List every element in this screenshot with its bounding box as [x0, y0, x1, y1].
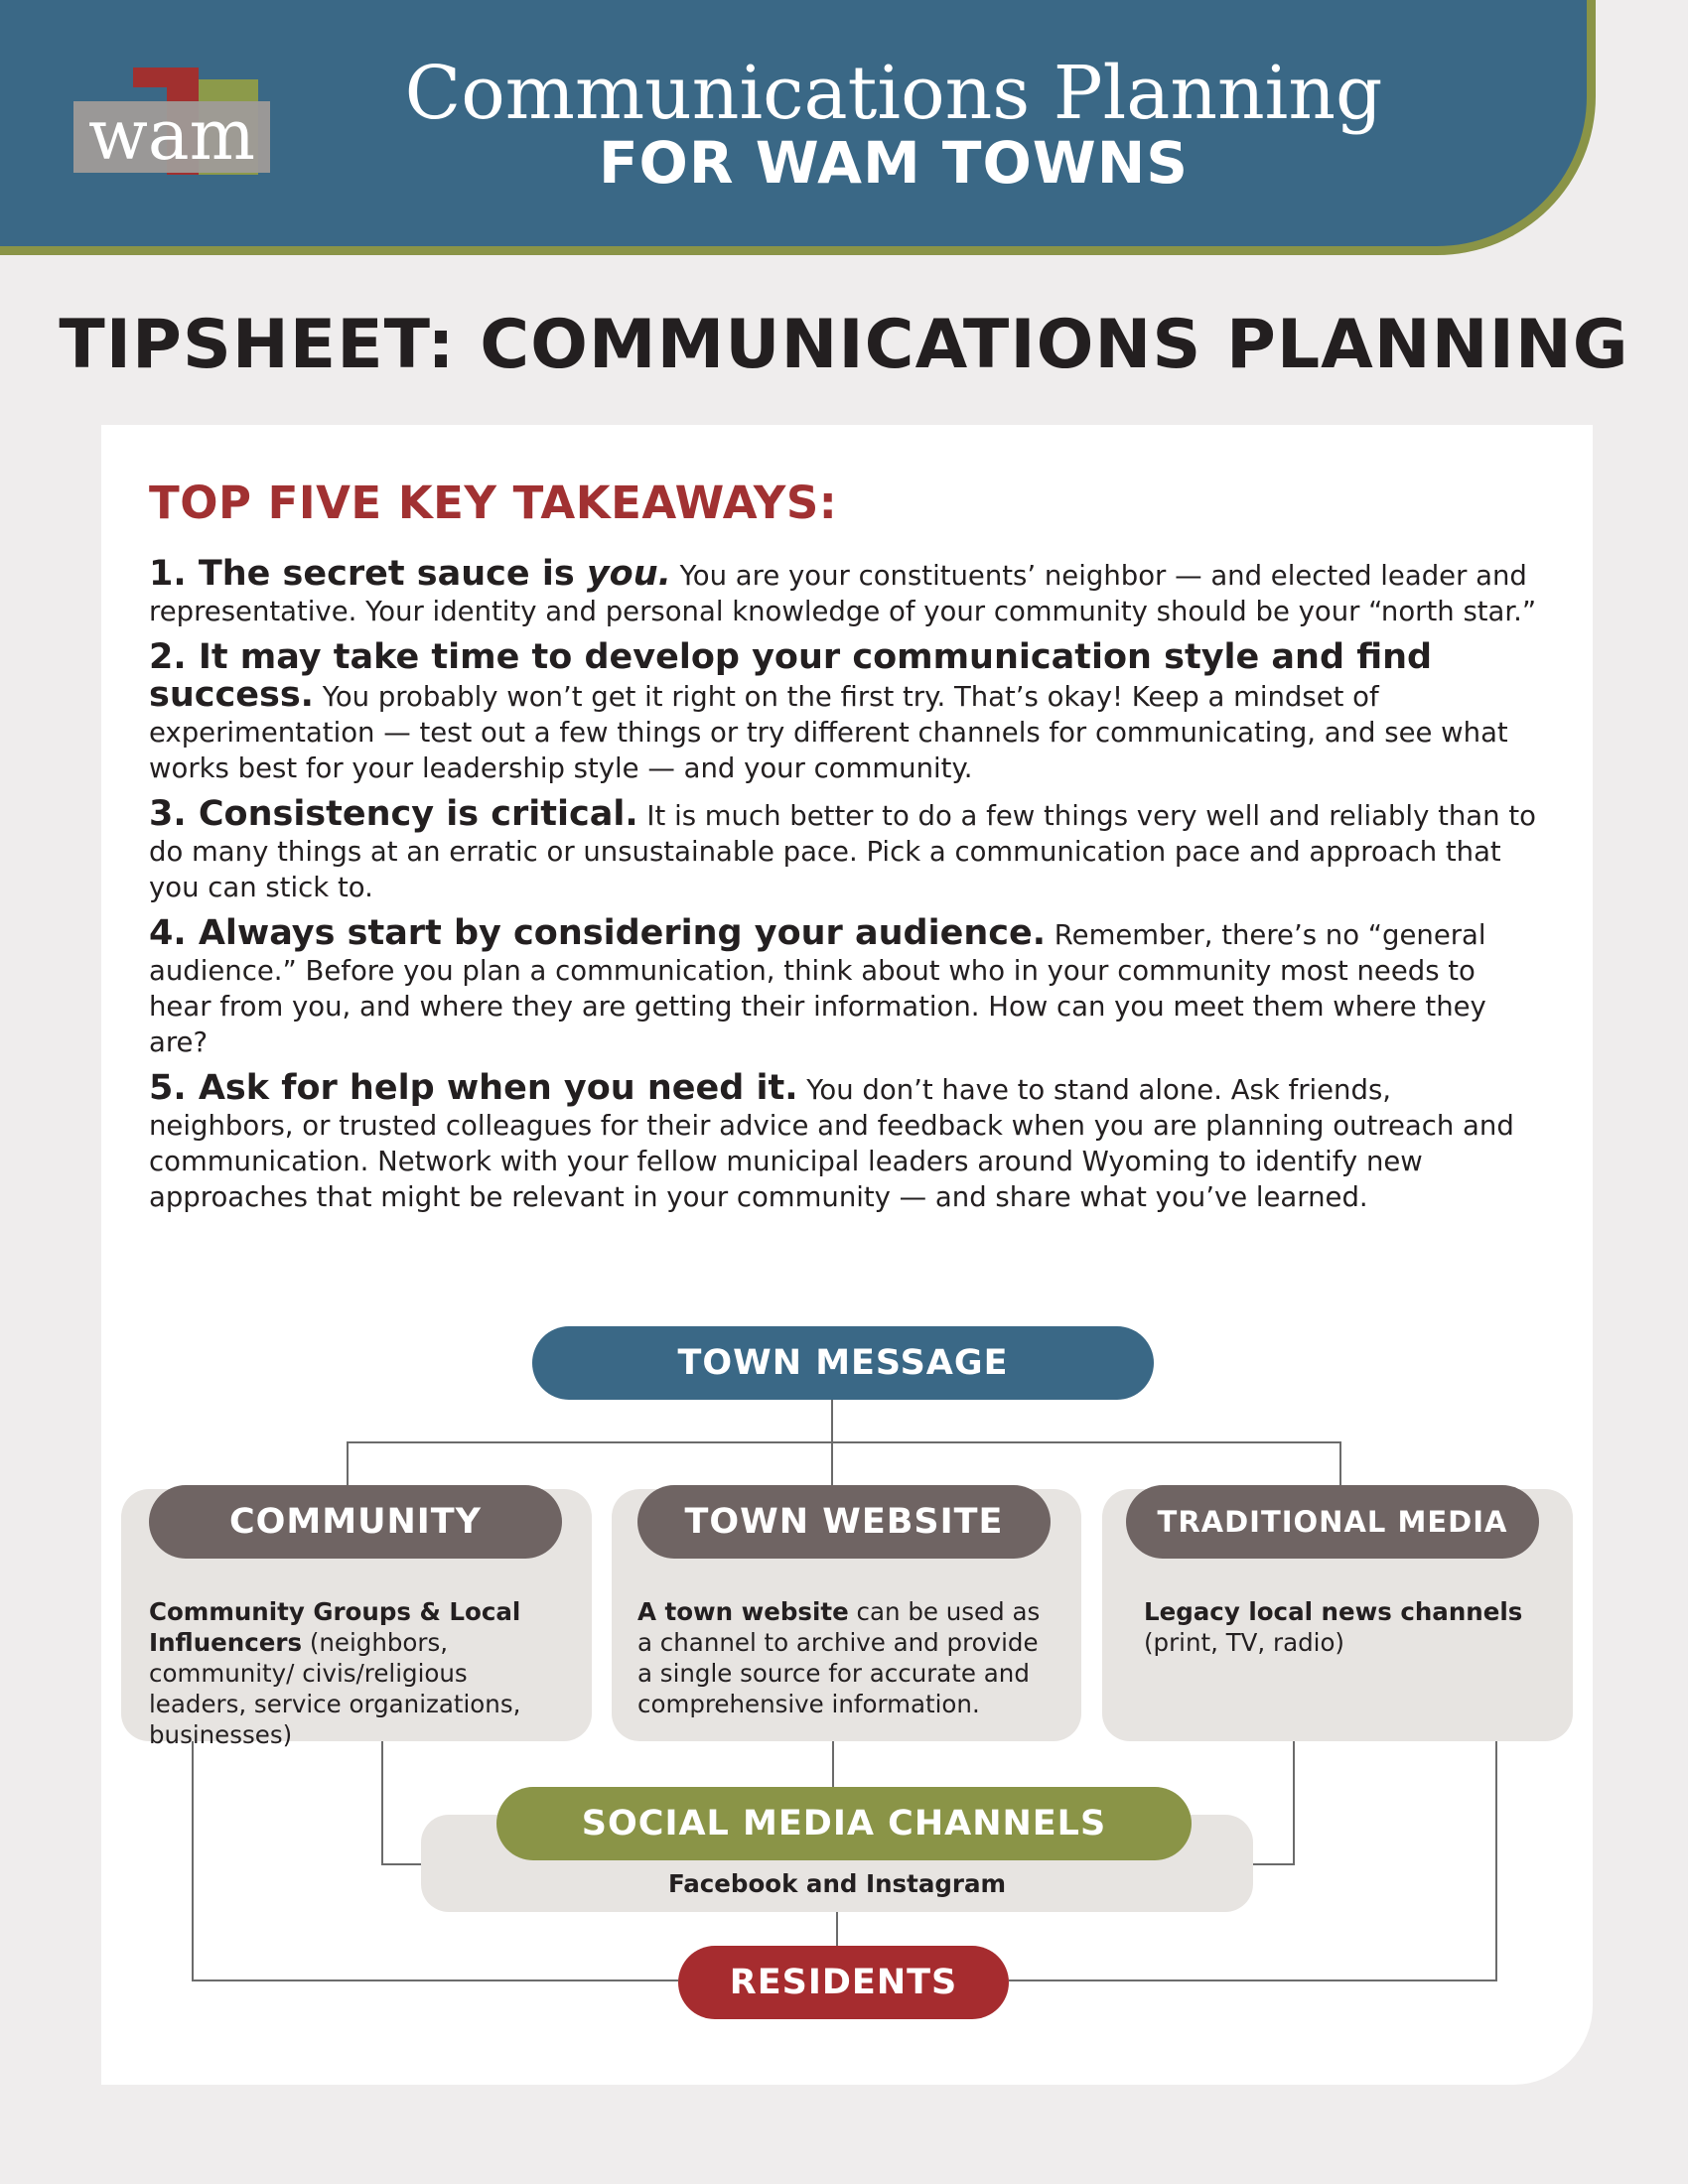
connector-line — [381, 1863, 421, 1865]
traditional-media-pill: TRADITIONAL MEDIA — [1126, 1485, 1539, 1559]
connector-line — [381, 1737, 383, 1864]
connector-line — [192, 1737, 194, 1981]
connector-line — [1495, 1737, 1497, 1981]
connector-line — [836, 1912, 838, 1946]
banner-title: Communications Planning — [404, 51, 1383, 136]
town-website-pill: TOWN WEBSITE — [637, 1485, 1051, 1559]
connector-line — [192, 1979, 678, 1981]
community-description: Community Groups & Local Influencers (neighbors, community/ civis/religious leaders, service organizations, businesses) — [149, 1597, 521, 1749]
takeaway-3: 3. Consistency is critical. It is much better to do a few things very well and reliably than to do many things at an erratic or unsustainable pace. Pick a communication pace and approach that you can stick to. — [149, 794, 1536, 903]
takeaway-1: 1. The secret sauce is you. You are your constituents’ neighbor — and elected leader and representative. Your identity and personal knowledge of your community should be your “north star.” — [149, 554, 1537, 627]
social-media-platforms: Facebook and Instagram — [667, 1869, 1007, 1898]
logo-text: wam — [87, 94, 256, 176]
takeaways-heading: TOP FIVE KEY TAKEAWAYS: — [149, 477, 838, 529]
town-message-pill: TOWN MESSAGE — [532, 1326, 1154, 1400]
connector-line — [347, 1441, 349, 1491]
takeaway-2: 2. It may take time to develop your communication style and find success. You probably won’t get it right on the first try. That’s okay! Keep a mindset of experimentation — test out a few things or try different channels for communicating, and see what works best for your leadership style — and your community. — [149, 637, 1508, 784]
takeaway-5: 5. Ask for help when you need it. You don’t have to stand alone. Ask friends, neighbors, or trusted colleagues for their advice and feedback when you are planning outreach and communication. Network with your fellow municipal leaders around Wyoming to identify new approaches that might be relevant in your community — and share what you’ve learned. — [149, 1068, 1514, 1213]
community-pill: COMMUNITY — [149, 1485, 562, 1559]
takeaways-list — [149, 556, 1539, 1225]
connector-line — [831, 1400, 833, 1495]
town-website-description: A town website can be used as a channel to archive and provide a single source for accurate and comprehensive information. — [637, 1597, 1041, 1718]
connector-line — [1293, 1737, 1295, 1864]
connector-line — [347, 1441, 1340, 1443]
social-media-pill: SOCIAL MEDIA CHANNELS — [496, 1787, 1192, 1860]
wam-logo — [73, 44, 272, 193]
page-title: TIPSHEET: COMMUNICATIONS PLANNING — [59, 306, 1629, 384]
takeaway-4: 4. Always start by considering your audience. Remember, there’s no “general audience.” Before you plan a communication, think about who in your community most needs to hear from you, and where they are getting their information. How can you meet them where they are? — [149, 913, 1486, 1058]
connector-line — [1009, 1979, 1497, 1981]
residents-pill: RESIDENTS — [678, 1946, 1009, 2019]
communication-flow-diagram — [0, 1291, 1688, 2085]
connector-line — [832, 1737, 834, 1787]
banner-subtitle: FOR WAM TOWNS — [598, 129, 1190, 197]
connector-line — [1253, 1863, 1295, 1865]
connector-line — [1339, 1441, 1341, 1491]
traditional-media-description: Legacy local news channels (print, TV, radio) — [1144, 1597, 1523, 1657]
